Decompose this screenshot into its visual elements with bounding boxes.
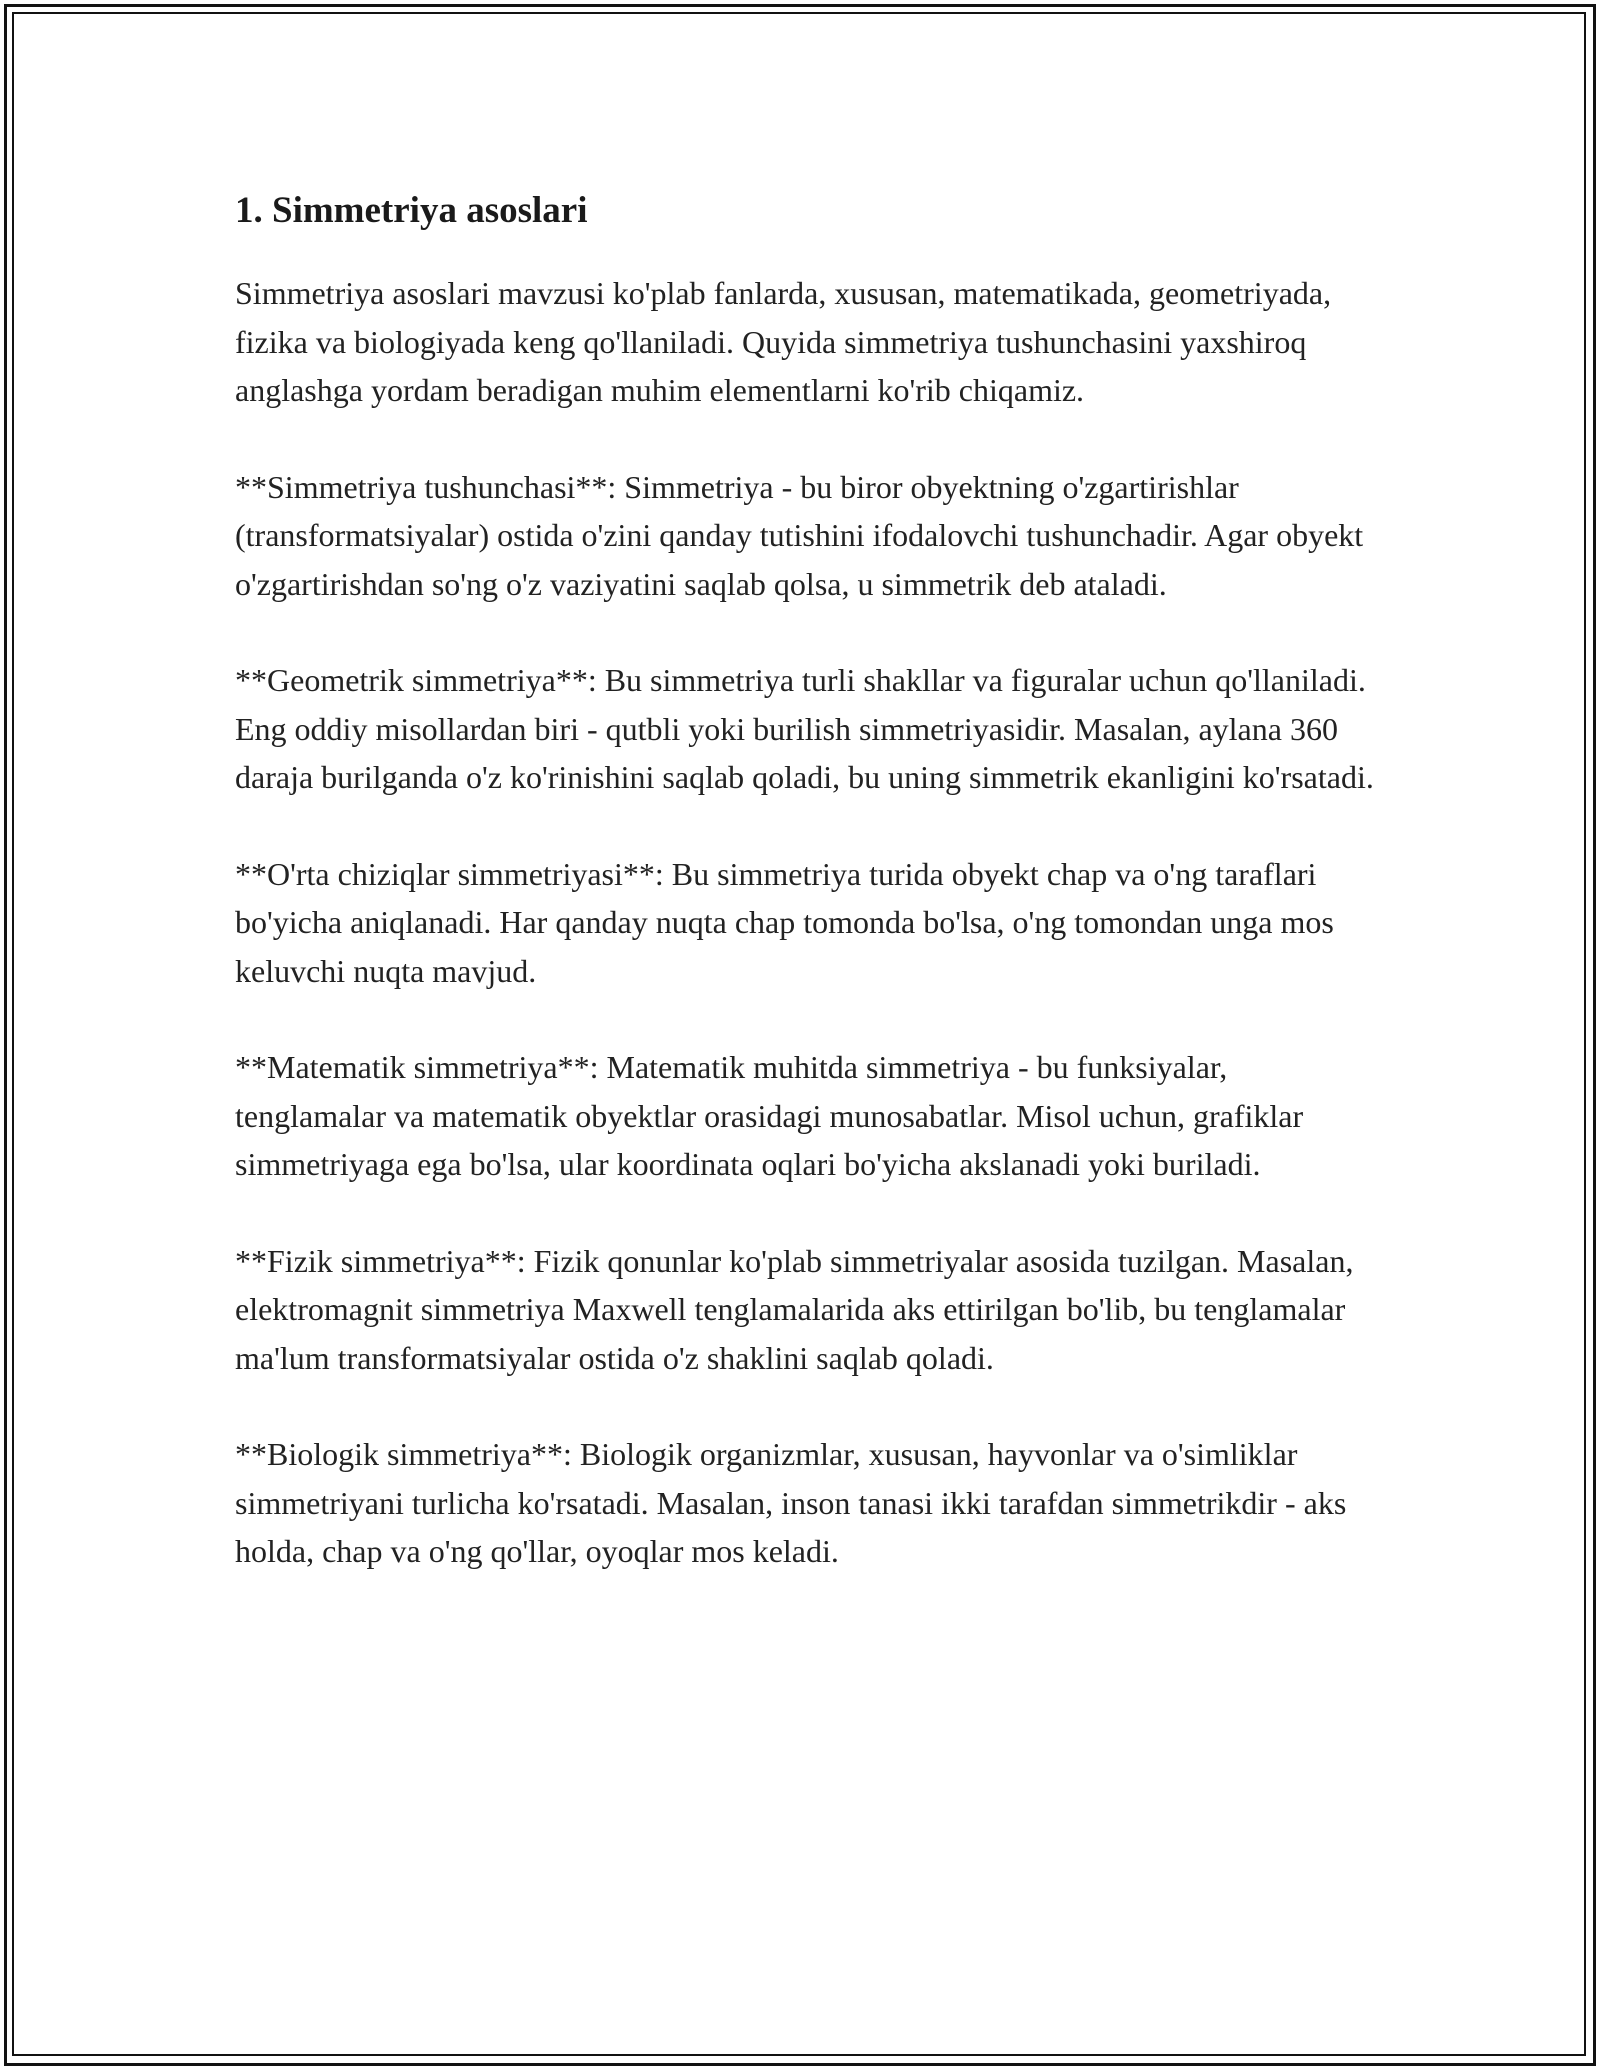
paragraph-symmetry-concept: **Simmetriya tushunchasi**: Simmetriya - bu biror obyektning o'zgartirishlar (transformatsiyalar) ostida o'zini qanday tutishini ifodalovchi tushunchadir. Agar obyekt o'zgartirishdan so'ng o'z vaziyatini saqlab qolsa, u simmetrik deb ataladi.: [235, 468, 1364, 602]
section-title: 1. Simmetriya asoslari: [235, 190, 588, 231]
paragraph-biological-symmetry: **Biologik simmetriya**: Biologik organizmlar, xususan, hayvonlar va o'simliklar simmetriyani turlicha ko'rsatadi. Masalan, inson tanasi ikki tarafdan simmetrikdir - aks holda, chap va o'ng qo'llar, oyoqlar mos keladi.: [235, 1436, 1347, 1569]
paragraph-intro: Simmetriya asoslari mavzusi ko'plab fanlarda, xususan, matematikada, geometriyada, fizika va biologiyada keng qo'llaniladi. Quyida simmetriya tushunchasini yaxshiroq anglashga yordam beradigan muhim elementlarni ko'rib chiqamiz.: [235, 275, 1332, 408]
paragraph-physical-symmetry: **Fizik simmetriya**: Fizik qonunlar ko'plab simmetriyalar asosida tuzilgan. Masalan, elektromagnit simmetriya Maxwell tenglamalarida aks ettirilgan bo'lib, bu tenglamalar ma'lum transformatsiyalar ostida o'z shaklini saqlab qoladi.: [235, 1242, 1354, 1376]
paragraph-geometric-symmetry: **Geometrik simmetriya**: Bu simmetriya turli shakllar va figuralar uchun qo'llaniladi. Eng oddiy misollardan biri - qutbli yoki burilish simmetriyasidir. Masalan, aylana 360 daraja burilganda o'z ko'rinishini saqlab qoladi, bu uning simmetrik ekanligini ko'rsatadi.: [235, 662, 1374, 795]
document-body: [235, 185, 1375, 1624]
paragraph-midline-symmetry: **O'rta chiziqlar simmetriyasi**: Bu simmetriya turida obyekt chap va o'ng taraflari bo'yicha aniqlanadi. Har qanday nuqta chap tomonda bo'lsa, o'ng tomondan unga mos keluvchi nuqta mavjud.: [235, 855, 1334, 989]
paragraph-mathematical-symmetry: **Matematik simmetriya**: Matematik muhitda simmetriya - bu funksiyalar, tenglamalar va matematik obyektlar orasidagi munosabatlar. Misol uchun, grafiklar simmetriyaga ega bo'lsa, ular koordinata oqlari bo'yicha akslanadi yoki buriladi.: [235, 1049, 1304, 1182]
